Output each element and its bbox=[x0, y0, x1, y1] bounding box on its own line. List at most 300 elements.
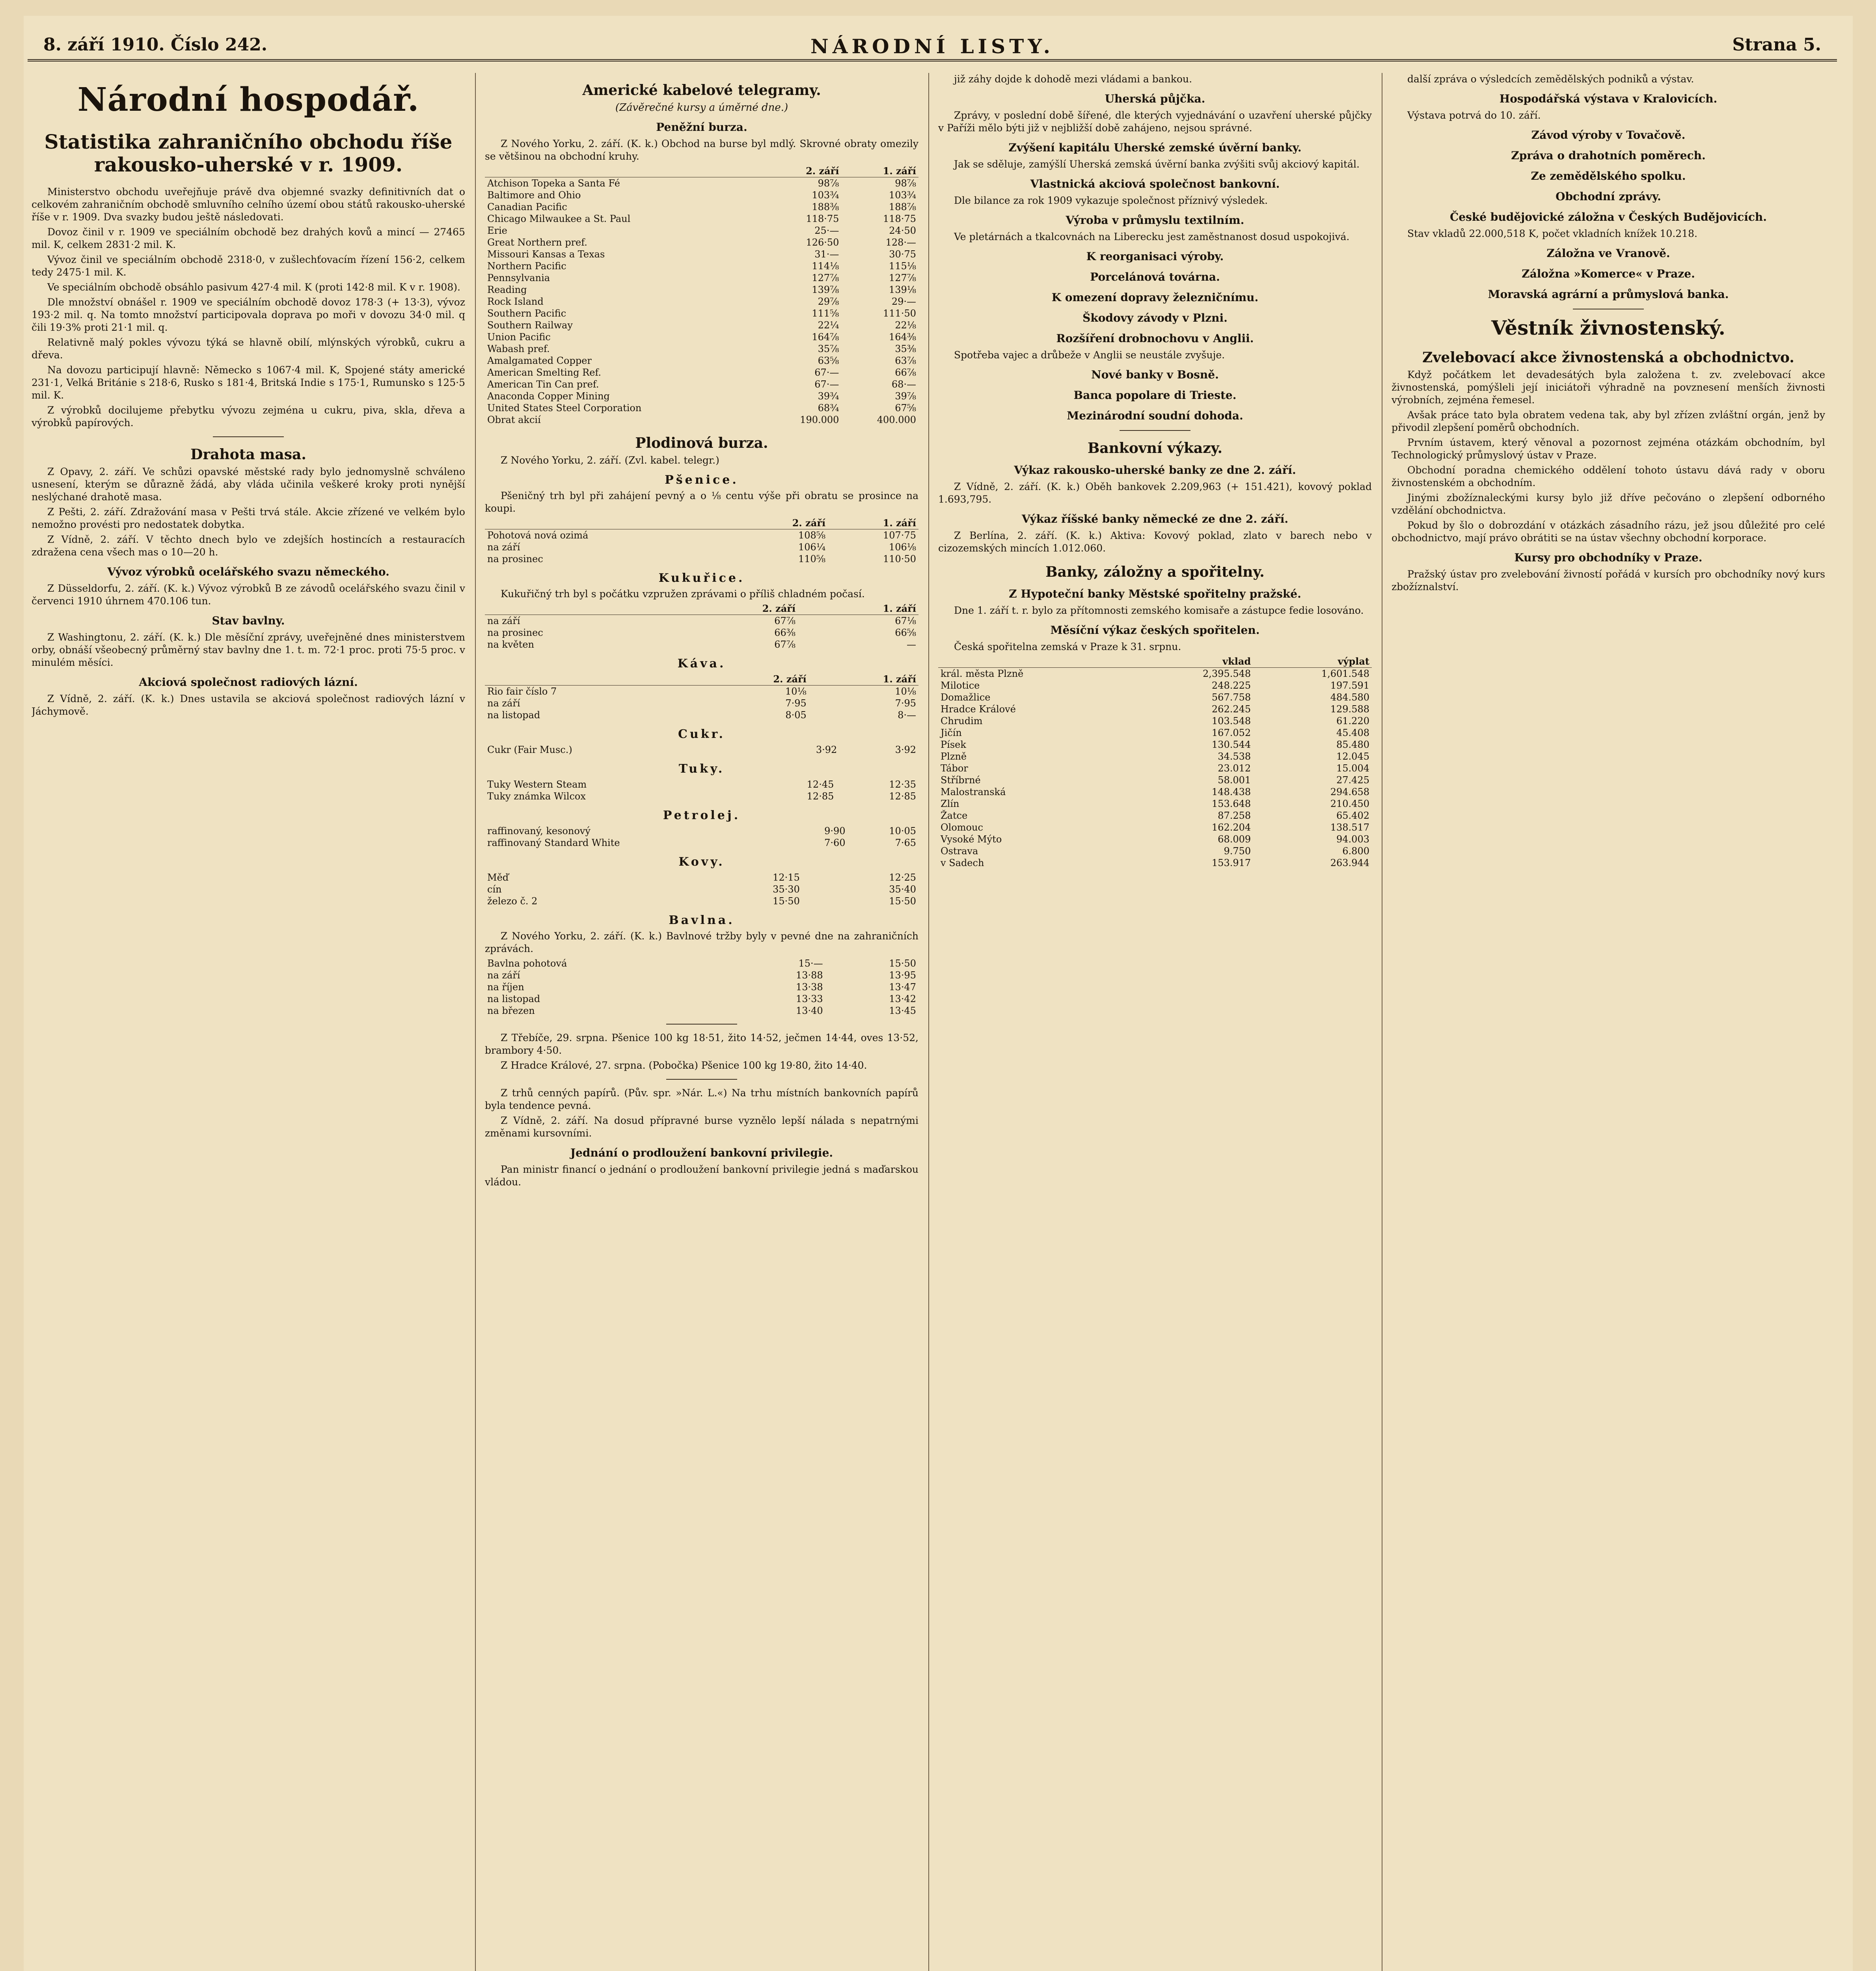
table-header-cell: výplat bbox=[1253, 656, 1372, 668]
table-row bbox=[485, 541, 918, 553]
article-title: Statistika zahraničního obchodu říše rakousko-uherské v r. 1909. bbox=[44, 130, 453, 176]
table-row bbox=[485, 390, 918, 402]
table-cell: 39¾ bbox=[818, 391, 839, 402]
heading-bavlna: Bavlna. bbox=[669, 913, 735, 927]
paragraph: Z Vídně, 2. září. (K. k.) Oběh bankovek 2.209,963 (+ 151.421), kovový poklad 1.693,795. bbox=[938, 481, 1372, 505]
table-cell: 484.580 bbox=[1330, 692, 1369, 703]
column-divider bbox=[475, 73, 476, 1971]
table-cell: 67·— bbox=[814, 367, 839, 378]
table-cell: 210.450 bbox=[1330, 798, 1369, 809]
table-row bbox=[938, 822, 1372, 833]
table-cell: Písek bbox=[941, 739, 966, 750]
paragraph: Z Vídně, 2. září. V těchto dnech bylo ve zdejších hostincích a restauracích zdražena cena všech mas o 10—20 h. bbox=[32, 534, 465, 558]
table-cell: 2,395.548 bbox=[1203, 668, 1251, 679]
table-cell: 103¾ bbox=[889, 190, 916, 201]
paragraph: Z Opavy, 2. září. Ve schůzi opavské městské rady bylo jednomyslně schváleno usnesení, kterým se důrazně žádá, aby vláda učinila veškeré kroky proti nynější neslýchané drahotě masa. bbox=[32, 466, 465, 503]
heading-drahotni: Zpráva o drahotních poměrech. bbox=[1511, 149, 1706, 162]
table-cell: cín bbox=[487, 884, 502, 895]
paragraph: Z výrobků docilujeme přebytku vývozu zejména u cukru, piva, skla, dřeva a výrobků papírových. bbox=[32, 404, 465, 428]
table-header-cell bbox=[485, 165, 764, 177]
table-row bbox=[485, 1005, 918, 1017]
table-cell: 12·45 bbox=[807, 779, 834, 790]
table-cell: 65.402 bbox=[1336, 810, 1369, 821]
table-row bbox=[485, 958, 918, 969]
table-cell: Union Pacific bbox=[487, 332, 551, 343]
table-cell: Obrat akcií bbox=[487, 414, 541, 425]
paragraph: již záhy dojde k dohodě mezi vládami a bankou. bbox=[954, 73, 1192, 85]
table-row bbox=[485, 872, 918, 883]
table-cell: Wabash pref. bbox=[487, 343, 550, 354]
table-row bbox=[485, 414, 918, 426]
table-cell: 127⅞ bbox=[889, 272, 916, 283]
table-cell: Tábor bbox=[941, 763, 968, 774]
divider bbox=[666, 1079, 737, 1080]
table-cell: Měď bbox=[487, 872, 509, 883]
table-cell: Hradce Králové bbox=[941, 704, 1016, 715]
heading-zalozna: Záložna ve Vranově. bbox=[1546, 247, 1670, 260]
table-cell: Northern Pacific bbox=[487, 261, 566, 272]
table-cell: Erie bbox=[487, 225, 507, 236]
table-cell: 66⅞ bbox=[895, 367, 916, 378]
table-cell: Chicago Milwaukee a St. Paul bbox=[487, 213, 631, 224]
table-cell: 139⅛ bbox=[889, 284, 916, 295]
paragraph: Pražský ústav pro zvelebování živností pořádá v kursích pro obchodníky nový kurs zbožíznalství. bbox=[1392, 568, 1825, 592]
paragraph: Pan ministr financí o jednání o prodloužení bankovní privilegie jedná s maďarskou vládou. bbox=[485, 1164, 918, 1188]
table-cell: 7·65 bbox=[895, 837, 916, 848]
table-row bbox=[485, 189, 918, 201]
table-cell: raffinovaný Standard White bbox=[487, 837, 620, 848]
table-cell: Baltimore and Ohio bbox=[487, 190, 581, 201]
table-cell: v Sadech bbox=[941, 857, 984, 868]
paragraph: Jak se sděluje, zamýšlí Uherská zemská úvěrní banka zvýšiti svůj akciový kapitál. bbox=[954, 158, 1360, 170]
table-cell: Canadian Pacific bbox=[487, 201, 567, 212]
heading-czech-bud: České budějovické záložna v Českých Budějovicích. bbox=[1449, 211, 1767, 224]
table-cell: 13·88 bbox=[795, 970, 823, 981]
table-cell: 67⅞ bbox=[774, 615, 796, 626]
table-row bbox=[485, 790, 918, 802]
table-row bbox=[485, 627, 918, 639]
table-row bbox=[485, 367, 918, 378]
heading-hypotecni: Z Hypoteční banky Městské spořitelny pražské. bbox=[1009, 587, 1301, 600]
table-cell: 15·— bbox=[798, 958, 823, 969]
paragraph: Z Vídně, 2. září. (K. k.) Dnes ustavila se akciová společnost radiových lázní v Jáchymově. bbox=[32, 693, 465, 717]
heading-vlastnicka: Vlastnická akciová společnost bankovní. bbox=[1030, 177, 1280, 190]
paragraph: Pšeničný trh byl při zahájení pevný a o ⅛ centu výše při obratu se prosince na koupi. bbox=[485, 490, 918, 514]
table-cell: 15·50 bbox=[889, 958, 916, 969]
heading-vyvoz: Vývoz výrobků ocelářského svazu německého. bbox=[107, 565, 389, 578]
table-header-cell: vklad bbox=[1135, 656, 1253, 668]
stock-table bbox=[485, 165, 918, 426]
paragraph: Z Hradce Králové, 27. srpna. (Pobočka) Pšenice 100 kg 19·80, žito 14·40. bbox=[501, 1060, 867, 1071]
table-cell: 139⅞ bbox=[812, 284, 839, 295]
table-row bbox=[938, 680, 1372, 691]
table-cell: 67·— bbox=[814, 379, 839, 390]
table-row bbox=[485, 639, 918, 650]
table-row bbox=[485, 402, 918, 414]
table-row bbox=[485, 837, 918, 849]
savings-table bbox=[938, 656, 1372, 869]
table-row bbox=[485, 201, 918, 213]
table-cell: American Smelting Ref. bbox=[487, 367, 602, 378]
table-cell: 63⅝ bbox=[818, 355, 839, 366]
table-cell: 188⅜ bbox=[812, 201, 839, 212]
table-cell: 29·— bbox=[891, 296, 916, 307]
table-cell: na listopad bbox=[487, 993, 540, 1004]
table-cell: Žatce bbox=[941, 810, 968, 821]
heading-telegramy: Americké kabelové telegramy. bbox=[582, 82, 821, 99]
table-cell: Rio fair číslo 7 bbox=[487, 686, 557, 697]
section-title: Národní hospodář. bbox=[77, 81, 419, 119]
table-cell: 7·60 bbox=[824, 837, 846, 848]
table-cell: 39⅞ bbox=[895, 391, 916, 402]
paragraph: Z Nového Yorku, 2. září. (K. k.) Bavlnové tržby byly v pevné dne na zahraničních zprávách. bbox=[485, 930, 918, 954]
table-row bbox=[485, 260, 918, 272]
table-cell: Olomouc bbox=[941, 822, 983, 833]
paragraph: Výstava potrvá do 10. září. bbox=[1407, 110, 1541, 121]
paragraph: Relativně malý pokles vývozu týká se hlavně obilí, mlýnských výrobků, cukru a dřeva. bbox=[32, 337, 465, 361]
table-cell: 128·— bbox=[885, 237, 916, 248]
paragraph: Z Düsseldorfu, 2. září. (K. k.) Vývoz výrobků B ze závodů ocelářského svazu činil v červenci 1910 úhrnem 470.106 tun. bbox=[32, 583, 465, 607]
table-cell: 22¼ bbox=[818, 320, 839, 331]
table-cell: 188⅞ bbox=[889, 201, 916, 212]
table-cell: 6.800 bbox=[1342, 846, 1369, 857]
masthead bbox=[28, 32, 1837, 61]
table-cell: 197.591 bbox=[1330, 680, 1369, 691]
table-cell: 15·50 bbox=[773, 896, 800, 907]
heading-petrolej: Petrolej. bbox=[663, 809, 741, 822]
paragraph: Prvním ústavem, který věnoval a pozornost zejména otázkám obchodním, byl Technologický průmyslový ústav v Praze. bbox=[1392, 437, 1825, 461]
paragraph: Dne 1. září t. r. bylo za přítomnosti zemského komisaře a zástupce fedie losováno. bbox=[954, 605, 1364, 616]
table-cell: Pennsylvania bbox=[487, 272, 550, 283]
table-row bbox=[485, 697, 918, 709]
table-cell: 126·50 bbox=[806, 237, 839, 248]
table-header-cell: 1. září bbox=[809, 673, 918, 686]
table-cell: na květen bbox=[487, 639, 535, 650]
table-cell: Chrudim bbox=[941, 715, 983, 727]
table-cell: na září bbox=[487, 542, 520, 553]
table-cell: 129.588 bbox=[1330, 704, 1369, 715]
table-cell: 8·05 bbox=[785, 710, 807, 721]
heading-cukr: Cukr. bbox=[678, 727, 725, 741]
paragraph: Dle množství obnášel r. 1909 ve speciálním obchodě dovoz 178·3 (+ 13·3), vývoz 193·2 mil. q. Na tomto množství participovala doprava po moři v dovozu 34·0 mil. q čili 19·3% proti 21·1 mil. q. bbox=[32, 296, 465, 333]
table-cell: 12·85 bbox=[807, 791, 834, 802]
table-row bbox=[938, 798, 1372, 810]
column-divider bbox=[928, 73, 929, 1971]
heading-zvyseni: Zvýšení kapitálu Uherské zemské úvěrní banky. bbox=[1008, 141, 1302, 154]
paragraph: Dle bilance za rok 1909 vykazuje společnost příznivý výsledek. bbox=[954, 195, 1268, 206]
table-cell: raffinovaný, kesonový bbox=[487, 825, 591, 836]
kovy-table bbox=[485, 872, 918, 907]
table-row bbox=[485, 883, 918, 895]
newspaper-title: NÁRODNÍ LISTY. bbox=[810, 35, 1054, 58]
table-cell: United States Steel Corporation bbox=[487, 402, 642, 414]
table-cell: 13·95 bbox=[889, 970, 916, 981]
table-cell: 106⅛ bbox=[889, 542, 916, 553]
table-cell: 110⅝ bbox=[798, 553, 826, 564]
heading-kukurice: Kukuřice. bbox=[658, 571, 745, 585]
table-row bbox=[938, 845, 1372, 857]
table-row bbox=[485, 378, 918, 390]
table-cell: 106¼ bbox=[798, 542, 826, 553]
paragraph: Avšak práce tato byla obratem vedena tak, aby byl zřízen zvláštní orgán, jenž by přivodil zlepšení poměrů obchodních. bbox=[1392, 409, 1825, 433]
table-cell: Zlín bbox=[941, 798, 959, 809]
table-cell: 68.009 bbox=[1218, 834, 1251, 845]
table-row bbox=[485, 709, 918, 721]
heading-vyroba: Výroba v průmyslu textilním. bbox=[1066, 214, 1244, 227]
table-row bbox=[485, 615, 918, 627]
paragraph: Když počátkem let devadesátých byla založena t. zv. zvelebovací akce živnostenská, pomýšleli její iniciátoři výhradně na povznesení menších živnosti výrobních, zejména řemesel. bbox=[1392, 369, 1825, 406]
subheading: (Závěrečné kursy a úměrné dne.) bbox=[615, 102, 788, 114]
table-cell: Pohotová nová ozimá bbox=[487, 530, 589, 541]
table-cell: 45.408 bbox=[1336, 727, 1369, 738]
table-cell: 127⅞ bbox=[812, 272, 839, 283]
table-row bbox=[485, 529, 918, 542]
column-1 bbox=[32, 73, 465, 1971]
table-cell: 3·92 bbox=[895, 744, 916, 755]
table-cell: 164⅞ bbox=[812, 332, 839, 343]
table-cell: 35⅜ bbox=[895, 343, 916, 354]
table-cell: Plzně bbox=[941, 751, 967, 762]
heading-tuky: Tuky. bbox=[678, 762, 725, 776]
table-cell: 13·45 bbox=[889, 1005, 916, 1016]
table-cell: 8·— bbox=[898, 710, 916, 721]
table-header-cell: 1. září bbox=[841, 165, 918, 177]
heading-drahota: Drahota masa. bbox=[190, 446, 306, 463]
table-cell: 66⅜ bbox=[774, 627, 796, 638]
table-cell: král. města Plzně bbox=[941, 668, 1024, 679]
table-row bbox=[485, 825, 918, 837]
table-cell: Southern Pacific bbox=[487, 308, 566, 319]
kava-table bbox=[485, 673, 918, 721]
table-cell: 153.917 bbox=[1211, 857, 1251, 868]
page-number: Strana 5. bbox=[1732, 35, 1821, 55]
table-cell: 111·50 bbox=[883, 308, 916, 319]
table-cell: na září bbox=[487, 615, 520, 626]
table-cell: Domažlice bbox=[941, 692, 991, 703]
table-row bbox=[485, 225, 918, 237]
table-cell: 164⅜ bbox=[889, 332, 916, 343]
table-row bbox=[485, 237, 918, 248]
table-cell: Reading bbox=[487, 284, 527, 295]
table-cell: na říjen bbox=[487, 982, 524, 993]
table-header-cell bbox=[938, 656, 1135, 668]
paragraph: Ministerstvo obchodu uveřejňuje právě dva objemné svazky definitivních dat o celkovém zahraničním obchodě smluvního celního území obou států rakousko-uherské říše v r. 1909. Dva svazky budou ještě následovati. bbox=[32, 186, 465, 223]
table-cell: 138.517 bbox=[1330, 822, 1369, 833]
table-header-cell bbox=[485, 517, 737, 529]
paragraph: Z Washingtonu, 2. září. (K. k.) Dle měsíční zprávy, uveřejněné dnes ministerstvem orby, obnáší všeobecný průměrný stav bavlny dne 1. t. m. 72·1 proc. proti 75·5 proc. v minulém měsíci. bbox=[32, 632, 465, 668]
table-row bbox=[485, 686, 918, 698]
table-cell: 23.012 bbox=[1218, 763, 1251, 774]
table-cell: 103¾ bbox=[812, 190, 839, 201]
paragraph: Ve speciálním obchodě obsáhlo pasivum 427·4 mil. K (proti 142·8 mil. K v r. 1908). bbox=[47, 281, 460, 293]
table-cell: 67⅛ bbox=[895, 615, 916, 626]
table-cell: Southern Railway bbox=[487, 320, 573, 331]
table-cell: 108⅝ bbox=[798, 530, 826, 541]
heading-banky: Banky, záložny a spořitelny. bbox=[1045, 564, 1265, 580]
table-cell: 13·33 bbox=[795, 993, 823, 1004]
table-cell: Milotice bbox=[941, 680, 980, 691]
table-header-cell: 2. září bbox=[737, 517, 828, 529]
table-row bbox=[485, 355, 918, 367]
psenice-table bbox=[485, 517, 918, 565]
table-cell: 63⅞ bbox=[895, 355, 916, 366]
table-cell: 12·35 bbox=[889, 779, 916, 790]
table-cell: na listopad bbox=[487, 710, 540, 721]
table-cell: 12.045 bbox=[1336, 751, 1369, 762]
heading-zivnost-bank: Moravská agrární a průmyslová banka. bbox=[1488, 288, 1729, 301]
table-cell: 27.425 bbox=[1336, 775, 1369, 786]
heading-kursy: Kursy pro obchodníky v Praze. bbox=[1514, 551, 1703, 564]
issue-date: 8. září 1910. Číslo 242. bbox=[43, 35, 268, 55]
table-row bbox=[938, 762, 1372, 774]
table-row bbox=[485, 553, 918, 565]
table-cell: 94.003 bbox=[1336, 834, 1369, 845]
table-cell: 61.220 bbox=[1336, 715, 1369, 727]
table-cell: Tuky známka Wilcox bbox=[487, 791, 586, 802]
table-row bbox=[485, 969, 918, 981]
table-row bbox=[485, 284, 918, 296]
paragraph: Z Nového Yorku, 2. září. (K. k.) Obchod na burse byl mdlý. Skrovné obraty omezily se většinou na obchodní kruhy. bbox=[485, 138, 918, 162]
table-cell: Malostranská bbox=[941, 786, 1006, 797]
table-cell: 103.548 bbox=[1211, 715, 1251, 727]
table-cell: 34.538 bbox=[1218, 751, 1251, 762]
paragraph: Kukuřičný trh byl s počátku vzpružen zprávami o příliš chladném počasí. bbox=[501, 588, 865, 600]
table-cell: 110·50 bbox=[883, 553, 916, 564]
paragraph: Dovoz činil v r. 1909 ve speciálním obchodě bez drahých kovů a mincí — 27465 mil. K, celkem 2831·2 mil. K. bbox=[32, 226, 465, 250]
paragraph: Česká spořitelna zemská v Praze k 31. srpnu. bbox=[954, 641, 1181, 652]
table-cell: 13·42 bbox=[889, 993, 916, 1004]
table-cell: 153.648 bbox=[1211, 798, 1251, 809]
paragraph: Z Pešti, 2. září. Zdražování masa v Pešti trvá stále. Akcie zřízené ve velkém bylo nemožno provésti pro nedostatek dobytka. bbox=[32, 506, 465, 530]
heading-nove-banky: Nové banky v Bosně. bbox=[1091, 368, 1219, 381]
table-cell: 400.000 bbox=[877, 414, 916, 425]
heading-bankovni-vykazy: Bankovní výkazy. bbox=[1087, 440, 1223, 456]
table-cell: 13·47 bbox=[889, 982, 916, 993]
paragraph: Pokud by šlo o dobrozdání v otázkách zásadního rázu, jež jsou důležité pro celé obchodnictvo, mají právo obrátiti se na ústav všechny obchodní korporace. bbox=[1392, 520, 1825, 544]
column-3 bbox=[938, 73, 1372, 1971]
table-row bbox=[938, 810, 1372, 822]
table-row bbox=[938, 751, 1372, 762]
table-cell: 294.658 bbox=[1330, 786, 1369, 797]
paragraph: Obchodní poradna chemického oddělení tohoto ústavu dává rady v oboru živnostenském a obchodním. bbox=[1392, 464, 1825, 488]
heading-vykaz-nemecko: Výkaz říšské banky německé ze dne 2. září. bbox=[1021, 512, 1289, 525]
table-cell: 248.225 bbox=[1211, 680, 1251, 691]
table-cell: 567.758 bbox=[1211, 692, 1251, 703]
heading-zvelebovaci: Zvelebovací akce živnostenská a obchodnictvo. bbox=[1422, 349, 1794, 366]
table-cell: 29⅞ bbox=[818, 296, 839, 307]
table-cell: železo č. 2 bbox=[487, 896, 538, 907]
table-row bbox=[938, 668, 1372, 680]
table-cell: 118·75 bbox=[806, 213, 839, 224]
table-row bbox=[938, 727, 1372, 739]
table-header-cell: 1. září bbox=[798, 603, 918, 615]
table-cell: 67⅝ bbox=[895, 402, 916, 414]
column-4 bbox=[1392, 73, 1825, 1971]
table-cell: 68·— bbox=[891, 379, 916, 390]
table-header-cell bbox=[485, 673, 699, 686]
table-row bbox=[938, 715, 1372, 727]
table-cell: 68¾ bbox=[818, 402, 839, 414]
table-cell: 24·50 bbox=[889, 225, 916, 236]
paragraph: Jinými zbožíznaleckými kursy bylo již dříve pečováno o zlepšení odborného vzdělání obchodnictva. bbox=[1392, 492, 1825, 516]
table-cell: 25·— bbox=[814, 225, 839, 236]
table-row bbox=[485, 343, 918, 355]
table-row bbox=[938, 774, 1372, 786]
table-cell: 9.750 bbox=[1224, 846, 1251, 857]
table-row bbox=[938, 691, 1372, 703]
table-cell: 98⅞ bbox=[895, 178, 916, 189]
heading-bavlna: Stav bavlny. bbox=[212, 614, 285, 627]
table-cell: 31·— bbox=[814, 249, 839, 260]
table-header-cell bbox=[485, 603, 677, 615]
heading-karoserie: K reorganisaci výroby. bbox=[1086, 250, 1224, 263]
table-cell: 12·85 bbox=[889, 791, 916, 802]
divider bbox=[213, 436, 284, 437]
table-cell: 58.001 bbox=[1218, 775, 1251, 786]
table-header-cell: 2. září bbox=[677, 603, 798, 615]
table-cell: 30·75 bbox=[889, 249, 916, 260]
table-cell: Stříbrné bbox=[941, 775, 981, 786]
table-row bbox=[938, 786, 1372, 798]
heading-mezinarodni: Mezinárodní soudní dohoda. bbox=[1067, 409, 1243, 422]
paragraph: Z Vídně, 2. září. Na dosud přípravné burse vyznělo lepší nálada s nepatrnými změnami kursovními. bbox=[485, 1115, 918, 1139]
table-cell: 263.944 bbox=[1330, 857, 1369, 868]
table-cell: 13·38 bbox=[795, 982, 823, 993]
table-row bbox=[485, 307, 918, 319]
table-cell: 15·50 bbox=[889, 896, 916, 907]
paragraph: Z trhů cenných papírů. (Pův. spr. »Nár. L.«) Na trhu místních bankovních papírů byla tendence pevná. bbox=[485, 1087, 918, 1111]
table-row bbox=[485, 895, 918, 907]
table-cell: 35·30 bbox=[773, 884, 800, 895]
heading-kava: Káva. bbox=[677, 657, 726, 671]
heading-rozsireni: Rozšíření drobnochovu v Anglii. bbox=[1056, 332, 1254, 345]
paragraph: Zprávy, v poslední době šířené, dle kterých vyjednávání o uzavření uherské půjčky v Paříži mělo býti již v nejbližší době zahájeno, nejsou správné. bbox=[938, 110, 1372, 134]
table-cell: 3·92 bbox=[816, 744, 837, 755]
table-row bbox=[485, 177, 918, 190]
divider bbox=[666, 1024, 737, 1025]
table-cell: 111⅝ bbox=[812, 308, 839, 319]
table-cell: Missouri Kansas a Texas bbox=[487, 249, 605, 260]
heading-obchod: Obchodní zprávy. bbox=[1556, 190, 1661, 203]
table-cell: na září bbox=[487, 698, 520, 709]
table-cell: Vysoké Mýto bbox=[941, 834, 1002, 845]
table-row bbox=[485, 981, 918, 993]
table-cell: Cukr (Fair Musc.) bbox=[487, 744, 572, 755]
paragraph: Ve pletárnách a tkalcovnách na Liberecku jest zaměstnanost dosud uspokojivá. bbox=[954, 231, 1350, 242]
table-header-cell: 2. září bbox=[764, 165, 842, 177]
heading-vykaz-rakousko: Výkaz rakousko-uherské banky ze dne 2. září. bbox=[1014, 464, 1296, 477]
table-cell: American Tin Can pref. bbox=[487, 379, 599, 390]
table-row bbox=[485, 248, 918, 260]
table-cell: na prosinec bbox=[487, 627, 543, 638]
heading-komerce: Záložna »Komerce« v Praze. bbox=[1522, 267, 1695, 280]
table-cell: na březen bbox=[487, 1005, 535, 1016]
table-row bbox=[485, 319, 918, 331]
table-cell: 35·40 bbox=[889, 884, 916, 895]
kukurice-table bbox=[485, 603, 918, 650]
paragraph: Spotřeba vajec a drůbeže v Anglii se neustále zvyšuje. bbox=[954, 349, 1225, 361]
table-cell: 1,601.548 bbox=[1321, 668, 1369, 679]
table-cell: 114⅛ bbox=[812, 261, 839, 272]
table-cell: 22⅛ bbox=[895, 320, 916, 331]
paragraph: další zpráva o výsledcích zemědělských podniků a výstav. bbox=[1407, 73, 1694, 85]
heading-porcelan: Porcelánová továrna. bbox=[1090, 270, 1220, 283]
table-cell: 262.245 bbox=[1211, 704, 1251, 715]
bavlna-table bbox=[485, 958, 918, 1017]
table-cell: 118·75 bbox=[883, 213, 916, 224]
table-cell: 66⅝ bbox=[895, 627, 916, 638]
table-cell: 115⅛ bbox=[889, 261, 916, 272]
